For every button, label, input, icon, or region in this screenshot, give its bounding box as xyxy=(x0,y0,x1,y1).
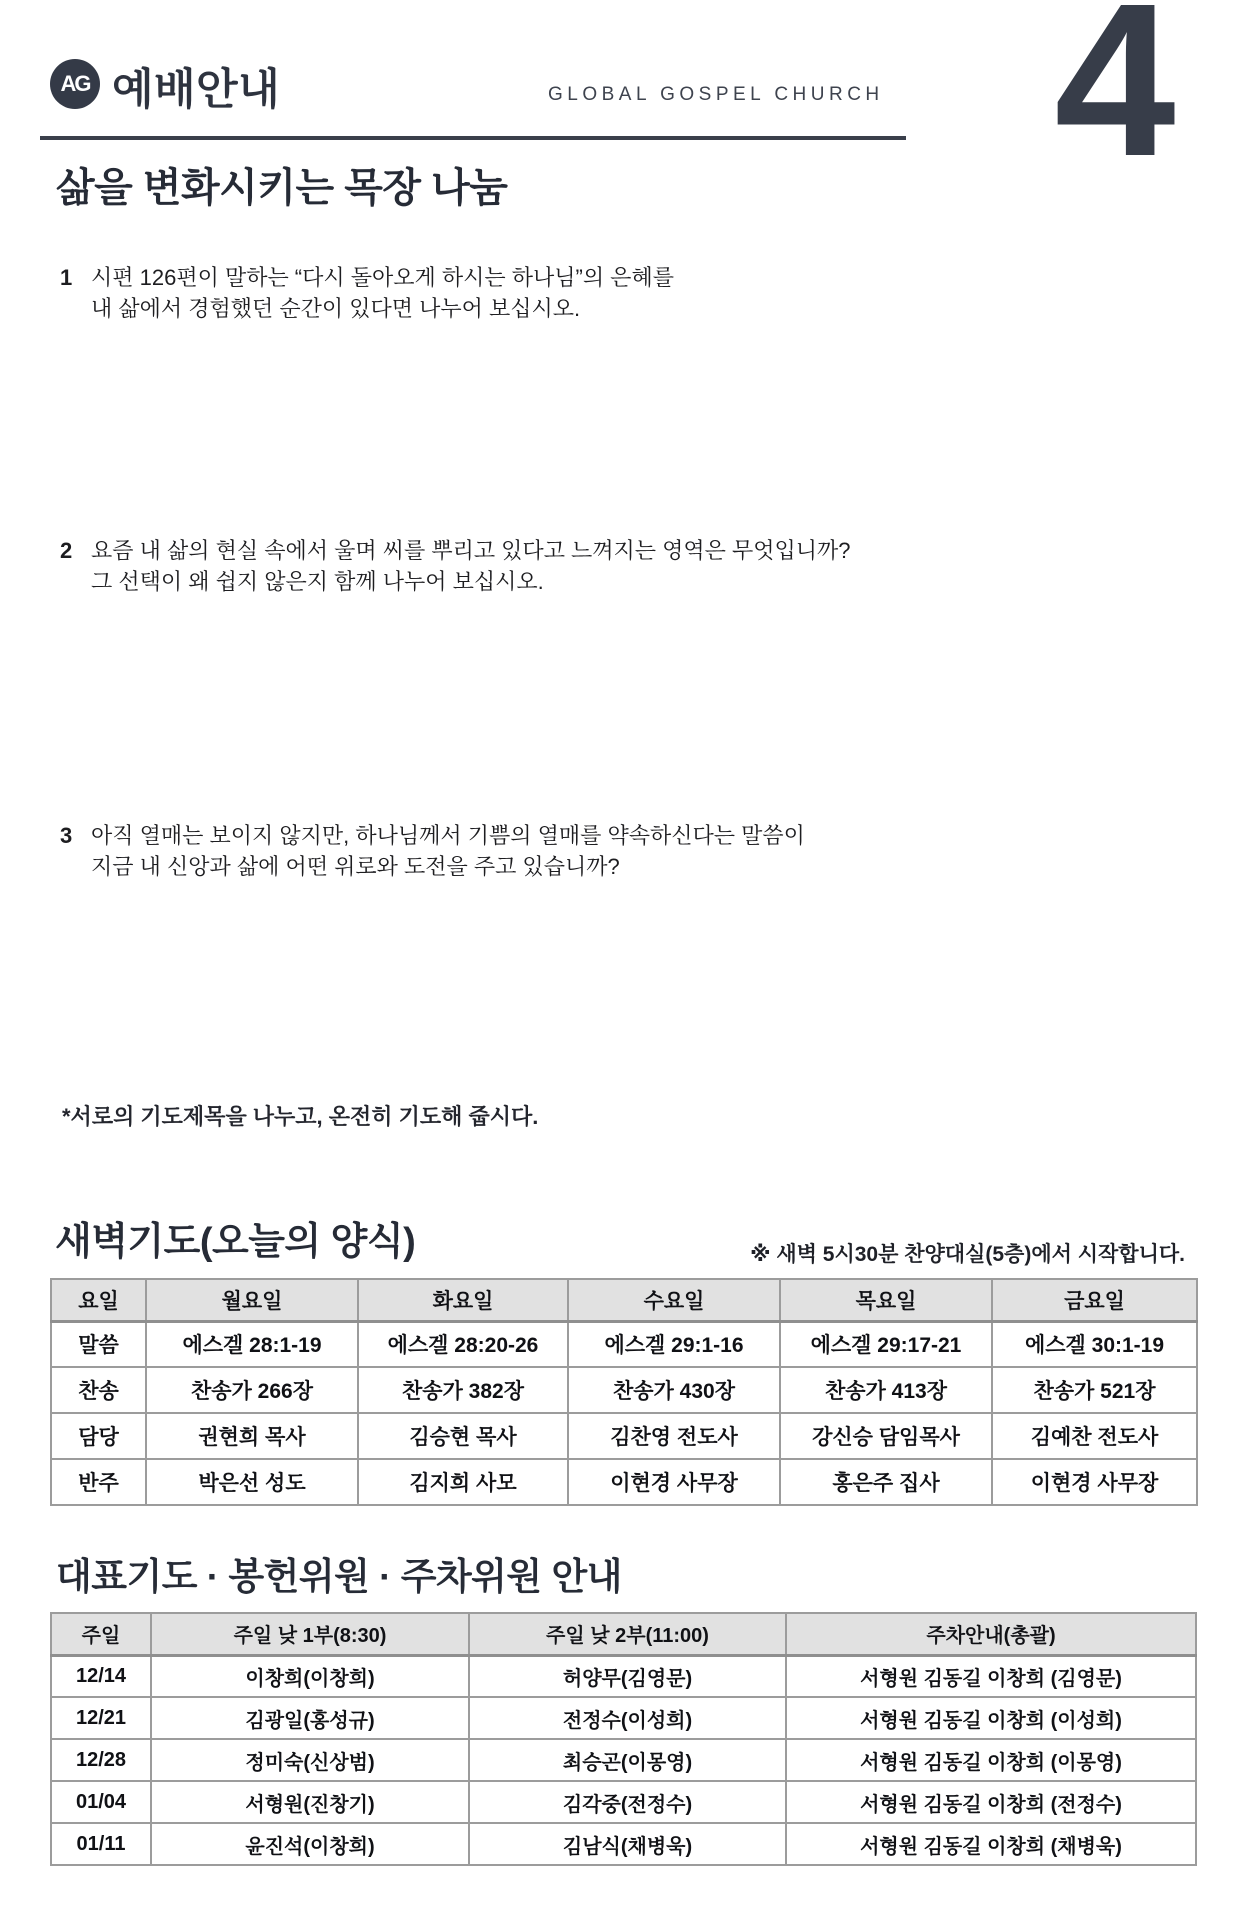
question-line: 내 삶에서 경험했던 순간이 있다면 나누어 보십시오. xyxy=(91,296,581,321)
duty-table xyxy=(50,1612,1197,1866)
date-cell: 12/14 xyxy=(51,1655,151,1697)
date-cell: 12/21 xyxy=(51,1697,151,1739)
table-cell: 찬송가 430장 xyxy=(568,1367,780,1413)
column-header: 주일 낮 1부(8:30) xyxy=(151,1613,469,1655)
column-header: 요일 xyxy=(51,1279,146,1321)
column-header: 화요일 xyxy=(358,1279,568,1321)
column-header: 목요일 xyxy=(780,1279,992,1321)
column-header: 주차안내(총괄) xyxy=(786,1613,1196,1655)
table-cell: 김예찬 전도사 xyxy=(992,1413,1197,1459)
question-line: 지금 내 신앙과 삶에 어떤 위로와 도전을 주고 있습니까? xyxy=(91,854,620,879)
table-cell: 에스겔 28:20-26 xyxy=(358,1321,568,1367)
table-cell: 권현희 목사 xyxy=(146,1413,358,1459)
table-cell: 서형원(진창기) xyxy=(151,1781,469,1823)
table-cell: 이현경 사무장 xyxy=(568,1459,780,1505)
row-label: 말씀 xyxy=(51,1321,146,1367)
table-cell: 윤진석(이창희) xyxy=(151,1823,469,1865)
row-label: 담당 xyxy=(51,1413,146,1459)
question-number: 2 xyxy=(60,538,73,563)
page-title: 예배안내 xyxy=(112,66,281,114)
table-cell: 김광일(홍성규) xyxy=(151,1697,469,1739)
church-logo-icon xyxy=(50,59,100,109)
row-label: 찬송 xyxy=(51,1367,146,1413)
column-header: 주일 xyxy=(51,1613,151,1655)
sharing-question-1 xyxy=(60,262,674,324)
table-cell: 강신승 담임목사 xyxy=(780,1413,992,1459)
row-label: 반주 xyxy=(51,1459,146,1505)
question-line: 시편 126편이 말하는 “다시 돌아오게 하시는 하나님”의 은혜를 xyxy=(91,265,674,290)
table-cell: 에스겔 28:1-19 xyxy=(146,1321,358,1367)
date-cell: 01/04 xyxy=(51,1781,151,1823)
column-header: 주일 낮 2부(11:00) xyxy=(469,1613,786,1655)
dawn-prayer-note: ※ 새벽 5시30분 찬양대실(5층)에서 시작합니다. xyxy=(750,1243,1185,1266)
table-cell: 서형원 김동길 이창희 (채병욱) xyxy=(786,1823,1196,1865)
question-text xyxy=(91,820,805,882)
column-header: 금요일 xyxy=(992,1279,1197,1321)
dawn-prayer-table xyxy=(50,1278,1198,1506)
question-text xyxy=(91,535,851,597)
table-row xyxy=(51,1459,1197,1505)
table-cell: 정미숙(신상범) xyxy=(151,1739,469,1781)
table-row xyxy=(51,1655,1196,1697)
table-cell: 서형원 김동길 이창희 (전정수) xyxy=(786,1781,1196,1823)
table-cell: 에스겔 29:17-21 xyxy=(780,1321,992,1367)
church-logo-text: AG xyxy=(60,71,90,96)
question-line: 그 선택이 왜 쉽지 않은지 함께 나누어 보십시오. xyxy=(91,569,544,594)
question-line: 아직 열매는 보이지 않지만, 하나님께서 기쁨의 열매를 약속하신다는 말씀이 xyxy=(91,823,805,848)
table-row xyxy=(51,1781,1196,1823)
table-cell: 이창희(이창희) xyxy=(151,1655,469,1697)
column-header: 수요일 xyxy=(568,1279,780,1321)
sharing-section-title: 삶을 변화시키는 목장 나눔 xyxy=(56,166,508,210)
church-name: GLOBAL GOSPEL CHURCH xyxy=(548,84,884,105)
sharing-question-3 xyxy=(60,820,805,882)
table-cell: 김지희 사모 xyxy=(358,1459,568,1505)
table-header-row xyxy=(51,1279,1197,1321)
table-cell: 김각중(전정수) xyxy=(469,1781,786,1823)
table-cell: 김승현 목사 xyxy=(358,1413,568,1459)
table-cell: 서형원 김동길 이창희 (이성희) xyxy=(786,1697,1196,1739)
table-row xyxy=(51,1739,1196,1781)
table-cell: 허양무(김영문) xyxy=(469,1655,786,1697)
masthead-divider xyxy=(40,136,906,140)
date-cell: 12/28 xyxy=(51,1739,151,1781)
date-cell: 01/11 xyxy=(51,1823,151,1865)
table-cell: 에스겔 30:1-19 xyxy=(992,1321,1197,1367)
question-text xyxy=(91,262,674,324)
question-number: 3 xyxy=(60,823,73,848)
table-cell: 이현경 사무장 xyxy=(992,1459,1197,1505)
table-cell: 찬송가 382장 xyxy=(358,1367,568,1413)
page-number: 4 xyxy=(1054,0,1176,202)
table-header-row xyxy=(51,1613,1196,1655)
table-cell: 서형원 김동길 이창희 (이몽영) xyxy=(786,1739,1196,1781)
table-row xyxy=(51,1321,1197,1367)
column-header: 월요일 xyxy=(146,1279,358,1321)
table-cell: 전정수(이성희) xyxy=(469,1697,786,1739)
table-row xyxy=(51,1367,1197,1413)
table-row xyxy=(51,1697,1196,1739)
prayer-note: *서로의 기도제목을 나누고, 온전히 기도해 줍시다. xyxy=(62,1104,539,1129)
table-cell: 홍은주 집사 xyxy=(780,1459,992,1505)
table-cell: 찬송가 521장 xyxy=(992,1367,1197,1413)
table-cell: 김찬영 전도사 xyxy=(568,1413,780,1459)
table-cell: 최승곤(이몽영) xyxy=(469,1739,786,1781)
table-cell: 김남식(채병욱) xyxy=(469,1823,786,1865)
question-line: 요즘 내 삶의 현실 속에서 울며 씨를 뿌리고 있다고 느껴지는 영역은 무엇입니까? xyxy=(91,538,851,563)
duty-section-title: 대표기도 · 봉헌위원 · 주차위원 안내 xyxy=(56,1556,622,1597)
table-cell: 찬송가 413장 xyxy=(780,1367,992,1413)
table-row xyxy=(51,1413,1197,1459)
dawn-prayer-section-title: 새벽기도(오늘의 양식) xyxy=(55,1221,416,1263)
table-cell: 에스겔 29:1-16 xyxy=(568,1321,780,1367)
sharing-question-2 xyxy=(60,535,851,597)
question-number: 1 xyxy=(60,265,73,290)
table-cell: 서형원 김동길 이창희 (김영문) xyxy=(786,1655,1196,1697)
table-cell: 찬송가 266장 xyxy=(146,1367,358,1413)
table-row xyxy=(51,1823,1196,1865)
table-cell: 박은선 성도 xyxy=(146,1459,358,1505)
